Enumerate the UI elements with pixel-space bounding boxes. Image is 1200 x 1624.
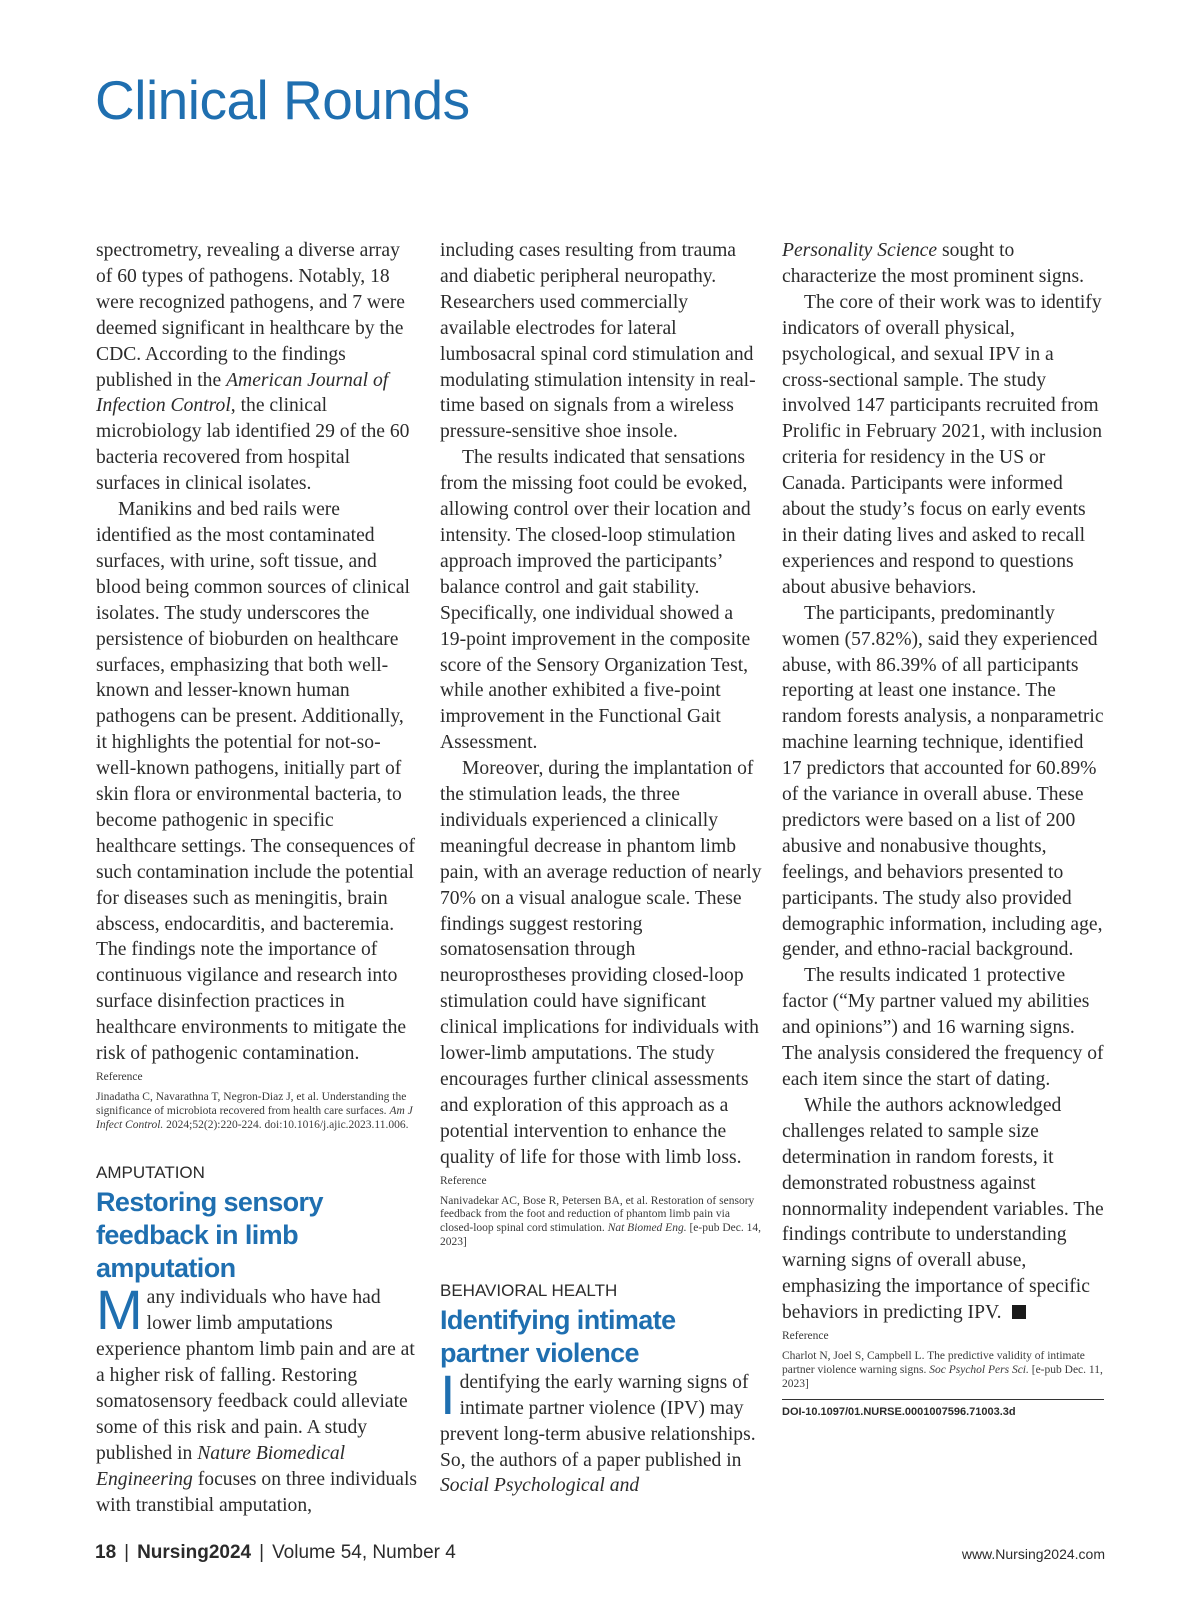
article-body: Identifying the early warning signs of intimate partner violence (IPV) may prevent long-term abusive relationships. So, the authors of a paper published in Social Psychological and: [440, 1362, 756, 1497]
drop-cap: M: [96, 1278, 143, 1342]
column-2: [440, 238, 762, 1499]
separator: |: [124, 1542, 130, 1563]
end-of-article-icon: [1012, 1305, 1026, 1319]
journal-title: Nursing2024: [137, 1542, 252, 1563]
article-body: Many individuals who have had lower limb amputations experience phantom limb pain and are at a higher risk of falling. Restoring somatosensory feedback could alleviate some of this risk and pain. A study published in Nature Biomedical Engineering focuses on three individuals with transtibial amputation,: [96, 1278, 418, 1516]
paragraph: Manikins and bed rails were identified as the most contaminated surfaces, with urine, soft tissue, and blood being common sources of clinical isolates. The study underscores the persistence of bioburden on healthcare surfaces, emphasizing that both well-known and lesser-known human pathogens can be present. Additionally, it highlights the potential for not-so-well-known pathogens, initially part of skin flora or environmental bacteria, to become pathogenic in specific healthcare settings. The consequences of such contamination include the potential for diseases such as meningitis, brain abscess, endocarditis, and bacteremia. The findings note the importance of continuous vigilance and research into surface disinfection practices in healthcare environments to mitigate the risk of pathogenic contamination.: [96, 499, 416, 1065]
article-headline-ipv: Identifying intimate partner violence: [440, 1304, 676, 1368]
paragraph: including cases resulting from trauma and diabetic peripheral neuropathy. Researchers used commercially available electrodes for lateral lumbosacral spinal cord stimulation and modulating stimulation intensity in real-time based on signals from a wireless pressure-sensitive shoe insole.: [440, 240, 756, 443]
journal-name: Personality Science: [782, 240, 938, 261]
article-headline-amputation: Restoring sensory feedback in limb amputation: [96, 1187, 323, 1284]
reference-citation: Jinadatha C, Navarathna T, Negron-Diaz J, et al. Understanding the significance of microbiota recovered from health care surfaces. Am J Infect Control. 2024;52(2):220-224. doi:10.1016/j.ajic.2023.11.006.: [96, 1091, 413, 1131]
paragraph: Personality Science sought to characterize the most prominent signs.: [782, 240, 1084, 287]
paragraph: spectrometry, revealing a diverse array of 60 types of pathogens. Notably, 18 were recognized pathogens, and 7 were deemed significant in healthcare by the CDC. According to the findings published in the American Journal of Infection Control, the clinical microbiology lab identified 29 of the 60 bacteria recovered from hospital surfaces in clinical isolates.: [96, 240, 410, 495]
page-footer: [95, 1542, 1105, 1564]
column-3: [782, 238, 1104, 1419]
reference-citation: Nanivadekar AC, Bose R, Petersen BA, et al. Restoration of sensory feedback from the foot and reduction of phantom limb pain via closed-loop spinal cord stimulation. Nat Biomed Eng. [e-pub Dec. 14, 2023]: [440, 1194, 761, 1249]
section-label-amputation: AMPUTATION: [96, 1163, 205, 1183]
doi: DOI-10.1097/01.NURSE.0001007596.71003.3d: [782, 1399, 1104, 1419]
reference-label: Reference: [782, 1330, 829, 1343]
paragraph: The participants, predominantly women (57.82%), said they experienced abuse, with 86.39% of all participants reporting at least one instance. The random forests analysis, a nonparametric machine learning technique, identified 17 predictors that accounted for 60.89% of the variance in overall abuse. These predictors were based on a list of 200 abusive and nonabusive thoughts, feelings, and behaviors presented to participants. The study also provided demographic information, including age, gender, and ethno-racial background.: [782, 602, 1104, 961]
paragraph: While the authors acknowledged challenges related to sample size determination in random forests, it demonstrated robustness against nonnormality independent variables. The findings contribute to understanding warning signs of overall abuse, emphasizing the importance of specific behaviors in predicting IPV.: [782, 1094, 1104, 1324]
paragraph: The core of their work was to identify indicators of overall physical, psychological, and sexual IPV in a cross-sectional sample. The study involved 147 participants recruited from Prolific in February 2021, with inclusion criteria for residency in the US or Canada. Participants were informed about the study’s focus on early events in their dating lives and asked to recall experiences and respond to questions about abusive behaviors.: [782, 291, 1102, 598]
column-1: [96, 238, 418, 1519]
section-label-behavioral-health: BEHAVIORAL HEALTH: [440, 1280, 618, 1300]
reference-label: Reference: [96, 1071, 143, 1083]
paragraph: The results indicated that sensations from the missing foot could be evoked, allowing control over their location and intensity. The closed-loop stimulation approach improved the participants’ balance control and gait stability. Specifically, one individual showed a 19-point improvement in the composite score of the Sensory Organization Test, while another exhibited a five-point improvement in the Functional Gait Assessment.: [440, 447, 751, 754]
paragraph: The results indicated 1 protective factor (“My partner valued my abilities and opinions”) and 16 warning signs. The analysis considered the frequency of each item since the start of dating.: [782, 965, 1104, 1090]
reference-citation: Charlot N, Joel S, Campbell L. The predictive validity of intimate partner violence warning signs. Soc Psychol Pers Sci. [e-pub Dec. 11, 2023]: [782, 1350, 1103, 1390]
page-number: 18: [95, 1542, 117, 1563]
journal-name: Nature Biomedical Engineering: [96, 1442, 346, 1490]
reference-label: Reference: [440, 1174, 487, 1187]
section-title: Clinical Rounds: [95, 69, 470, 131]
journal-name: Social Psychological and: [440, 1475, 640, 1497]
volume-info: Volume 54, Number 4: [272, 1542, 456, 1563]
paragraph: Moreover, during the implantation of the stimulation leads, the three individuals experienced a clinically meaningful decrease in phantom limb pain, with an average reduction of nearly 70% on a visual analogue scale. These findings suggest restoring somatosensation through neuroprostheses providing closed-loop stimulation could have significant clinical implications for individuals with lower-limb amputations. The study encourages further clinical assessments and exploration of this approach as a potential intervention to enhance the quality of life for those with limb loss.: [440, 758, 762, 1168]
journal-name: American Journal of Infection Control: [96, 369, 389, 417]
website-link[interactable]: www.Nursing2024.com: [961, 1546, 1105, 1562]
drop-cap: I: [440, 1362, 456, 1426]
separator: |: [259, 1542, 265, 1563]
